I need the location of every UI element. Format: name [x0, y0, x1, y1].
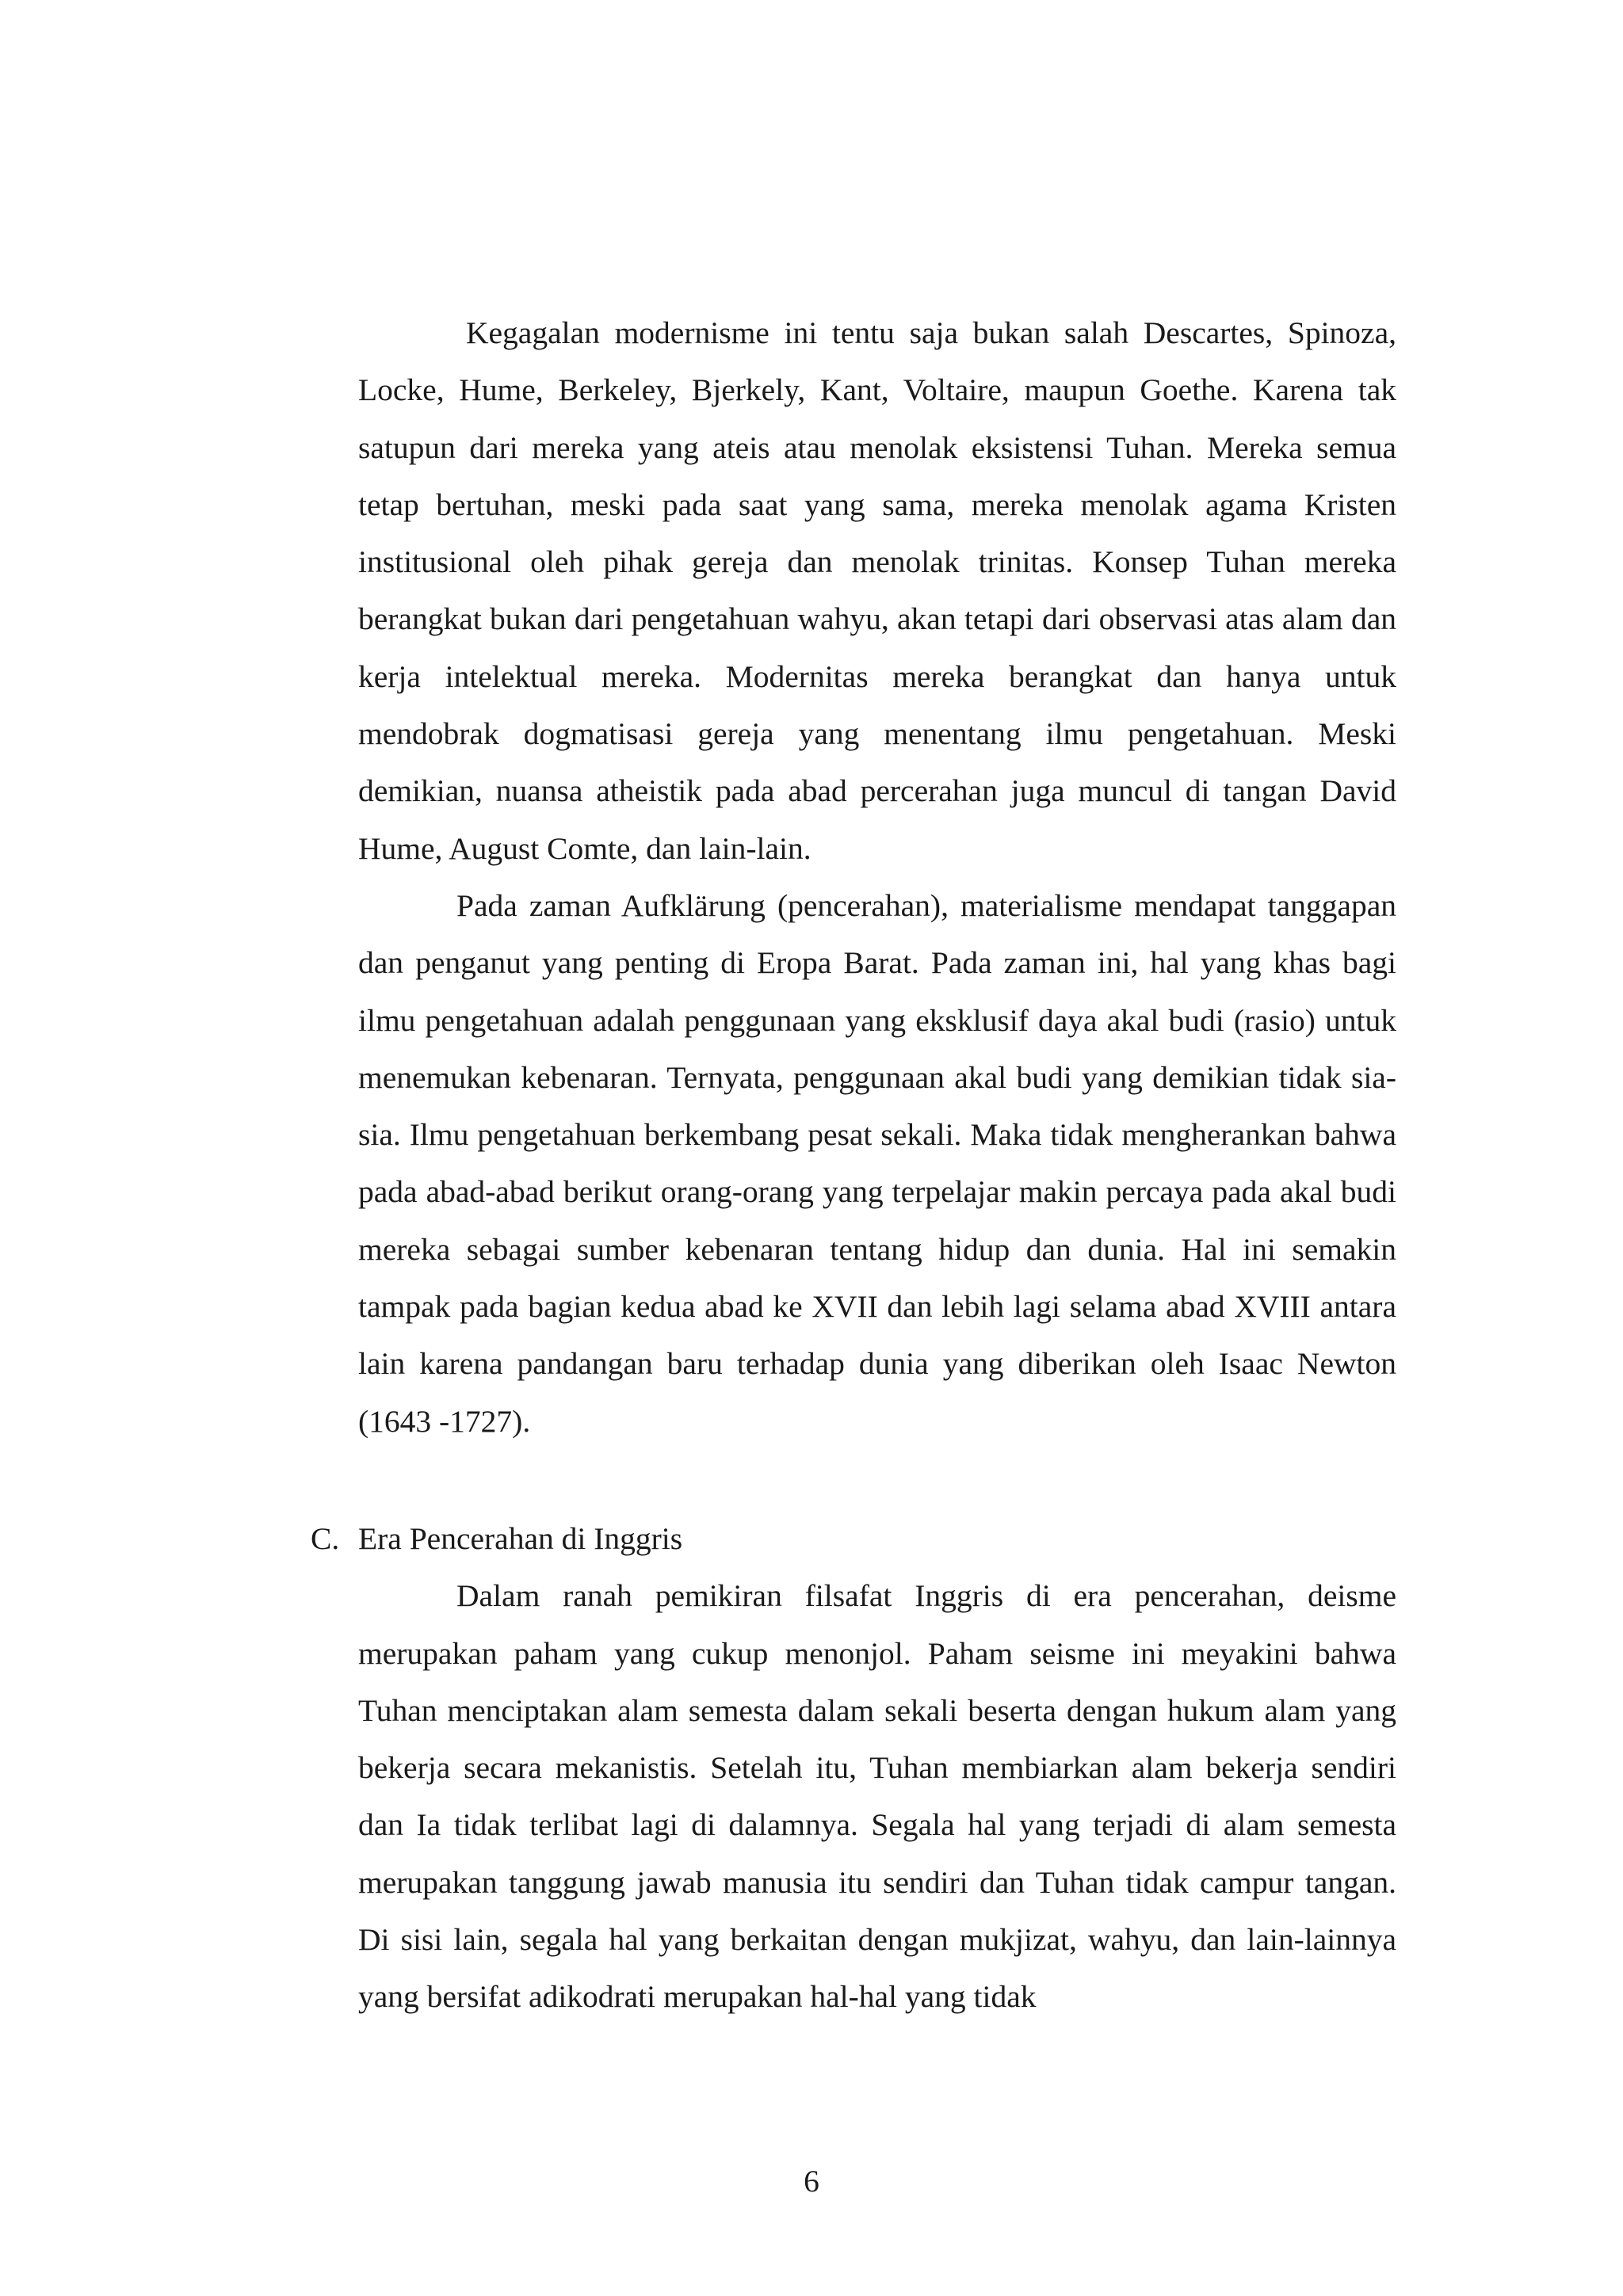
paragraph-aufklarung: Pada zaman Aufklärung (pencerahan), materialisme mendapat tanggapan dan penganut yang penting di Eropa Barat. Pada zaman ini, hal yang khas bagi ilmu pengetahuan adalah penggunaan yang eksklusif daya akal budi (rasio) untuk menemukan kebenaran. Ternyata, penggunaan akal budi yang demikian tidak sia-sia. Ilmu pengetahuan berkembang pesat sekali. Maka tidak mengherankan bahwa pada abad-abad berikut orang-orang yang terpelajar makin percaya pada akal budi mereka sebagai sumber kebenaran tentang hidup dan dunia. Hal ini semakin tampak pada bagian kedua abad ke XVII dan lebih lagi selama abad XVIII antara lain karena pandangan baru terhadap dunia yang diberikan oleh Isaac Newton (1643 -1727). — [358, 887, 1396, 1439]
section-heading-title: Era Pencerahan di Inggris — [358, 1520, 683, 1556]
section-heading-label: C. — [311, 1520, 340, 1556]
paragraph-deism: Dalam ranah pemikiran filsafat Inggris di era pencerahan, deisme merupakan paham yang cukup menonjol. Paham seisme ini meyakini bahwa Tuhan menciptakan alam semesta dalam sekali beserta dengan hukum alam yang bekerja secara mekanistis. Setelah itu, Tuhan membiarkan alam bekerja sendiri dan Ia tidak terlibat lagi di dalamnya. Segala hal yang terjadi di alam semesta merupakan tanggung jawab manusia itu sendiri dan Tuhan tidak campur tangan. Di sisi lain, segala hal yang berkaitan dengan mukjizat, wahyu, dan lain-lainnya yang bersifat adikodrati merupakan hal-hal yang tidak — [358, 1578, 1396, 2015]
page-number: 6 — [804, 2164, 819, 2199]
paragraph-modernism-failure: Kegagalan modernisme ini tentu saja bukan salah Descartes, Spinoza, Locke, Hume, Berkeley, Bjerkely, Kant, Voltaire, maupun Goethe. Karena tak satupun dari mereka yang ateis atau menolak eksistensi Tuhan. Mereka semua tetap bertuhan, meski pada saat yang sama, mereka menolak agama Kristen institusional oleh pihak gereja dan menolak trinitas. Konsep Tuhan mereka berangkat bukan dari pengetahuan wahyu, akan tetapi dari observasi atas alam dan kerja intelektual mereka. Modernitas mereka berangkat dan hanya untuk mendobrak dogmatisasi gereja yang menentang ilmu pengetahuan. Meski demikian, nuansa atheistik pada abad percerahan juga muncul di tangan David Hume, August Comte, dan lain-lain. — [358, 315, 1396, 866]
page-body — [311, 304, 1396, 2026]
section-heading — [311, 1510, 1396, 1567]
